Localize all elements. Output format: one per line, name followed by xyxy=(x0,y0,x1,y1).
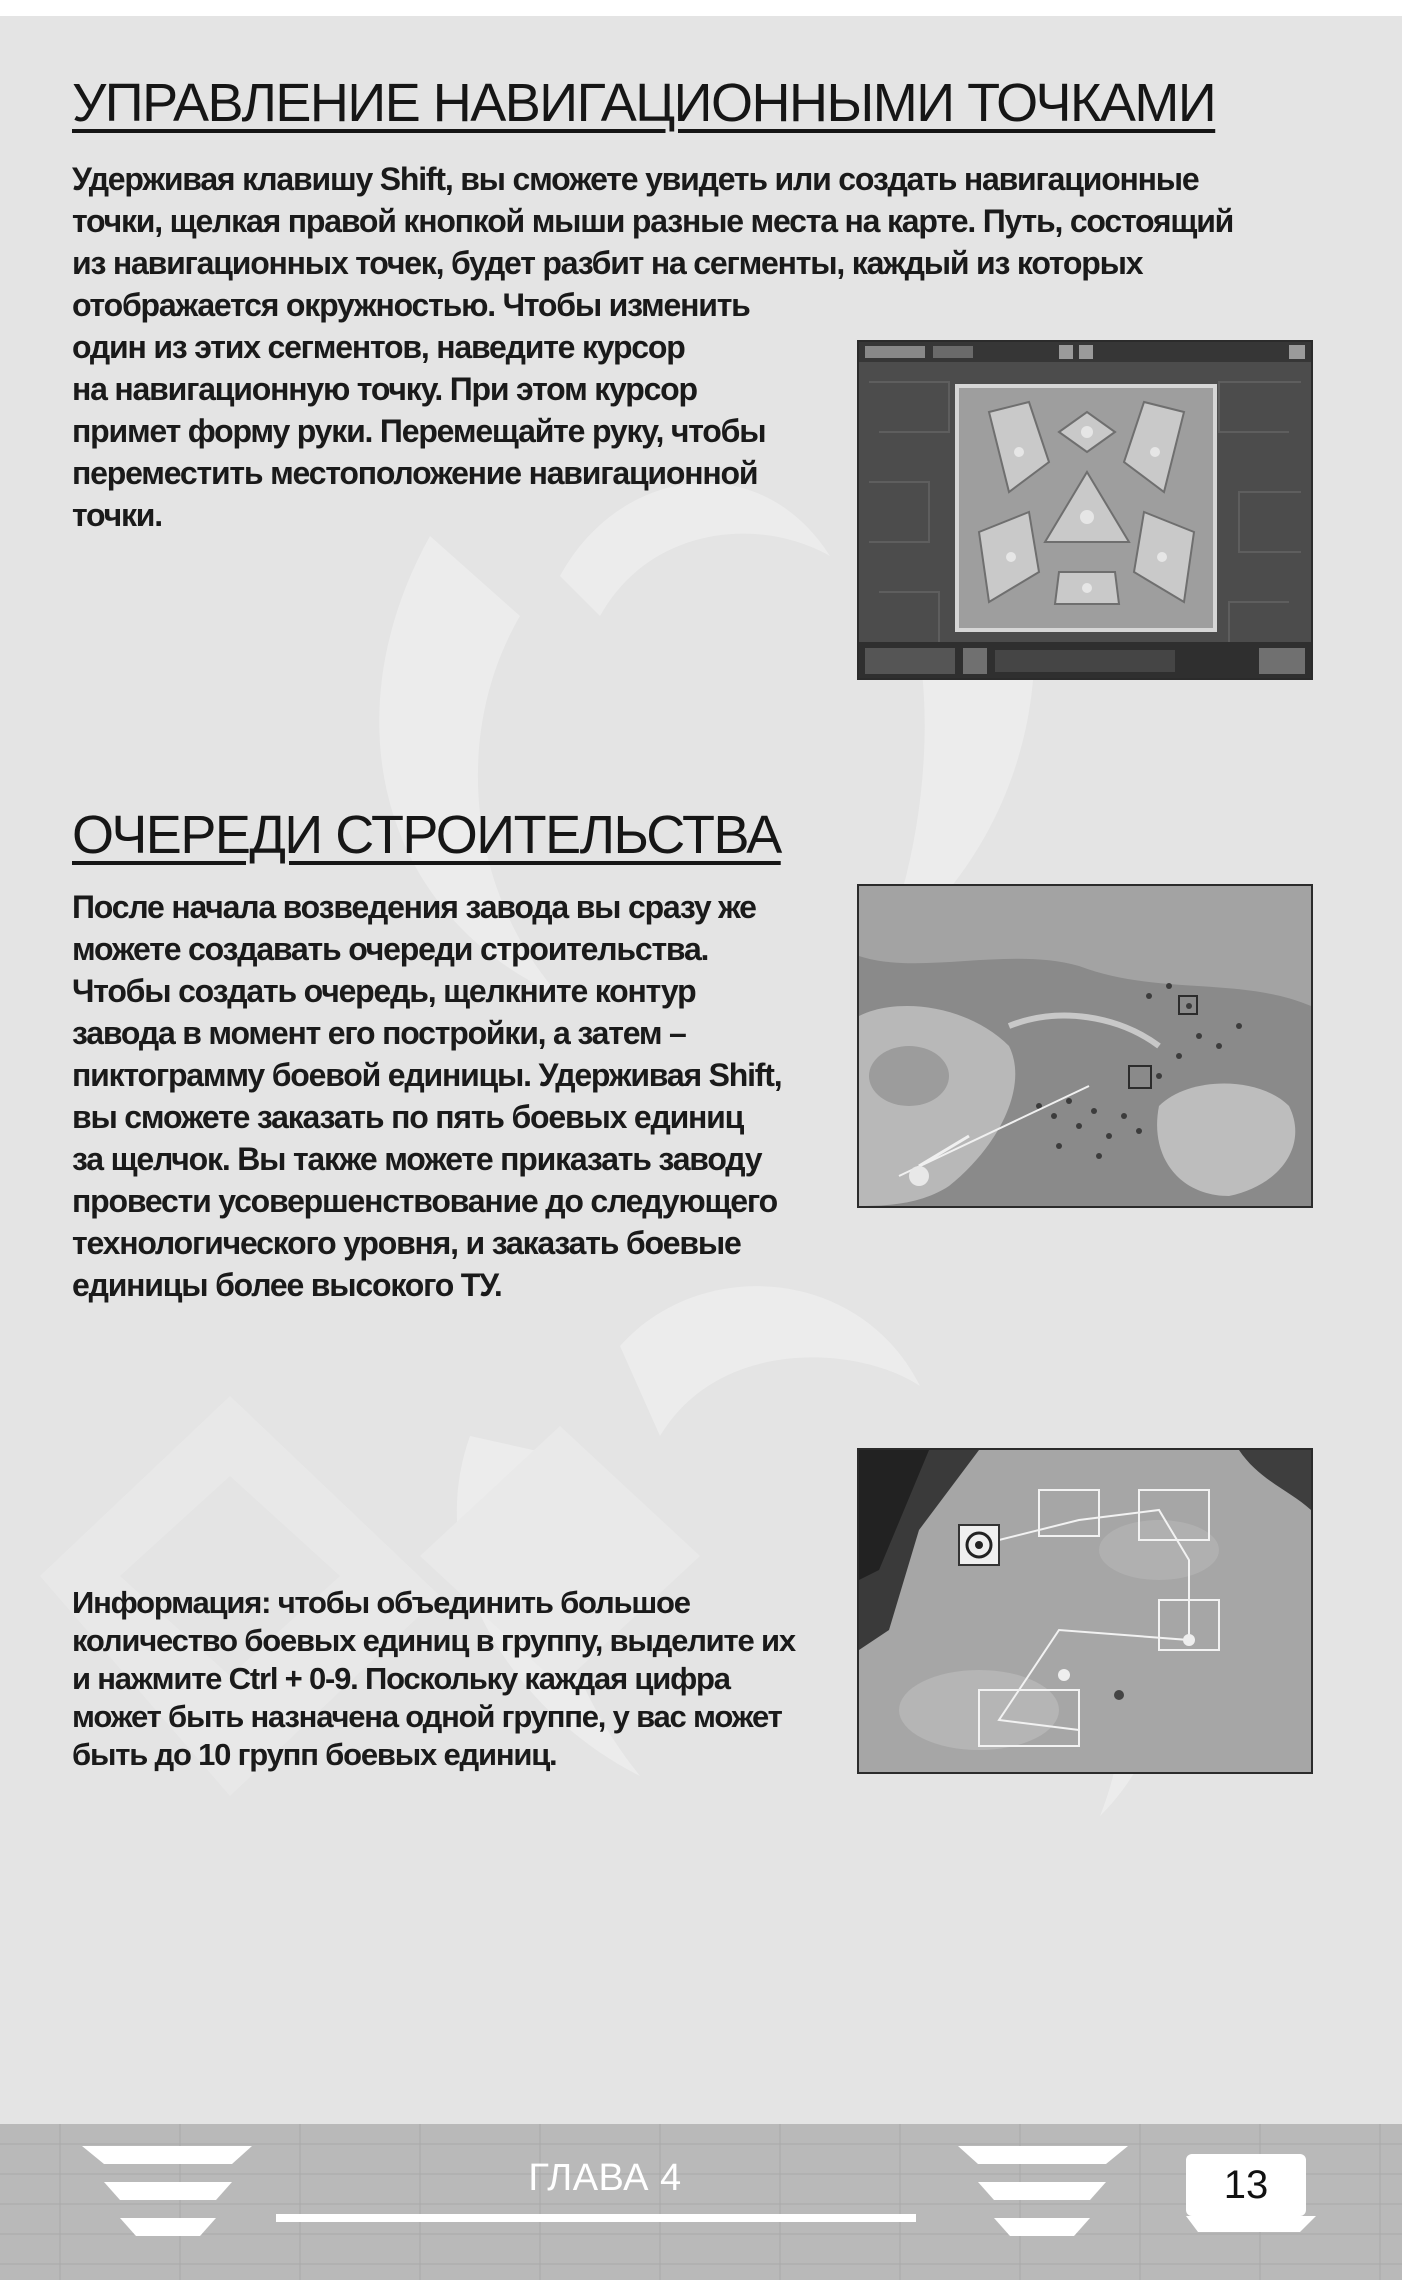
paragraph-line: переместить местоположение навигационной xyxy=(72,455,758,491)
section-heading-waypoints: УПРАВЛЕНИЕ НАВИГАЦИОННЫМИ ТОЧКАМИ xyxy=(72,73,1216,133)
paragraph-line: отображается окружностью. Чтобы изменить xyxy=(72,287,750,323)
terrain-units-image xyxy=(859,886,1311,1206)
paragraph-line: Информация: чтобы объединить большое xyxy=(72,1585,690,1620)
paragraph-line: завода в момент его постройки, а затем – xyxy=(72,1015,686,1051)
build-queues-paragraph xyxy=(72,886,781,1306)
paragraph-line: примет форму руки. Перемещайте руку, чтобы xyxy=(72,413,766,449)
paragraph-line: единицы более высокого ТУ. xyxy=(72,1267,502,1303)
paragraph-line: можете создавать очереди строительства. xyxy=(72,931,709,967)
paragraph-line: может быть назначена одной группе, у вас может xyxy=(72,1699,782,1734)
paragraph-line: быть до 10 групп боевых единиц. xyxy=(72,1737,557,1772)
chapter-label: ГЛАВА 4 xyxy=(528,2157,682,2199)
paragraph-line: После начала возведения завода вы сразу же xyxy=(72,889,756,925)
manual-page xyxy=(0,16,1402,2280)
paragraph-line: за щелчок. Вы также можете приказать заводу xyxy=(72,1141,762,1177)
section-heading-build-queues: ОЧЕРЕДИ СТРОИТЕЛЬСТВА xyxy=(72,805,781,865)
paragraph-line: Чтобы создать очередь, щелкните контур xyxy=(72,973,696,1009)
paragraph-line: пиктограмму боевой единицы. Удерживая Shift, xyxy=(72,1057,782,1093)
paragraph-line: на навигационную точку. При этом курсор xyxy=(72,371,697,407)
paragraph-line: из навигационных точек, будет разбит на сегменты, каждый из которых xyxy=(72,245,1143,281)
paragraph-line: вы сможете заказать по пять боевых единиц xyxy=(72,1099,744,1135)
paragraph-line: и нажмите Ctrl + 0-9. Поскольку каждая цифра xyxy=(72,1661,730,1696)
paragraph-line: точки. xyxy=(72,497,162,533)
paragraph-line: количество боевых единиц в группу, выделите их xyxy=(72,1623,795,1658)
screenshot-map-overview xyxy=(857,340,1313,680)
paragraph-line: один из этих сегментов, наведите курсор xyxy=(72,329,685,365)
map-overview-image xyxy=(859,342,1311,678)
screenshot-waypoint-paths xyxy=(857,1448,1313,1774)
info-paragraph xyxy=(72,1584,795,1774)
paragraph-line: точки, щелкая правой кнопкой мыши разные места на карте. Путь, состоящий xyxy=(72,203,1234,239)
page-footer xyxy=(0,2124,1402,2280)
paragraph-line: провести усовершенствование до следующего xyxy=(72,1183,777,1219)
paragraph-line: Удерживая клавишу Shift, вы сможете увидеть или создать навигационные xyxy=(72,161,1199,197)
waypoint-paths-image xyxy=(859,1450,1311,1772)
paragraph-line: технологического уровня, и заказать боевые xyxy=(72,1225,741,1261)
screenshot-terrain-units xyxy=(857,884,1313,1208)
page-number: 13 xyxy=(1186,2154,1306,2216)
